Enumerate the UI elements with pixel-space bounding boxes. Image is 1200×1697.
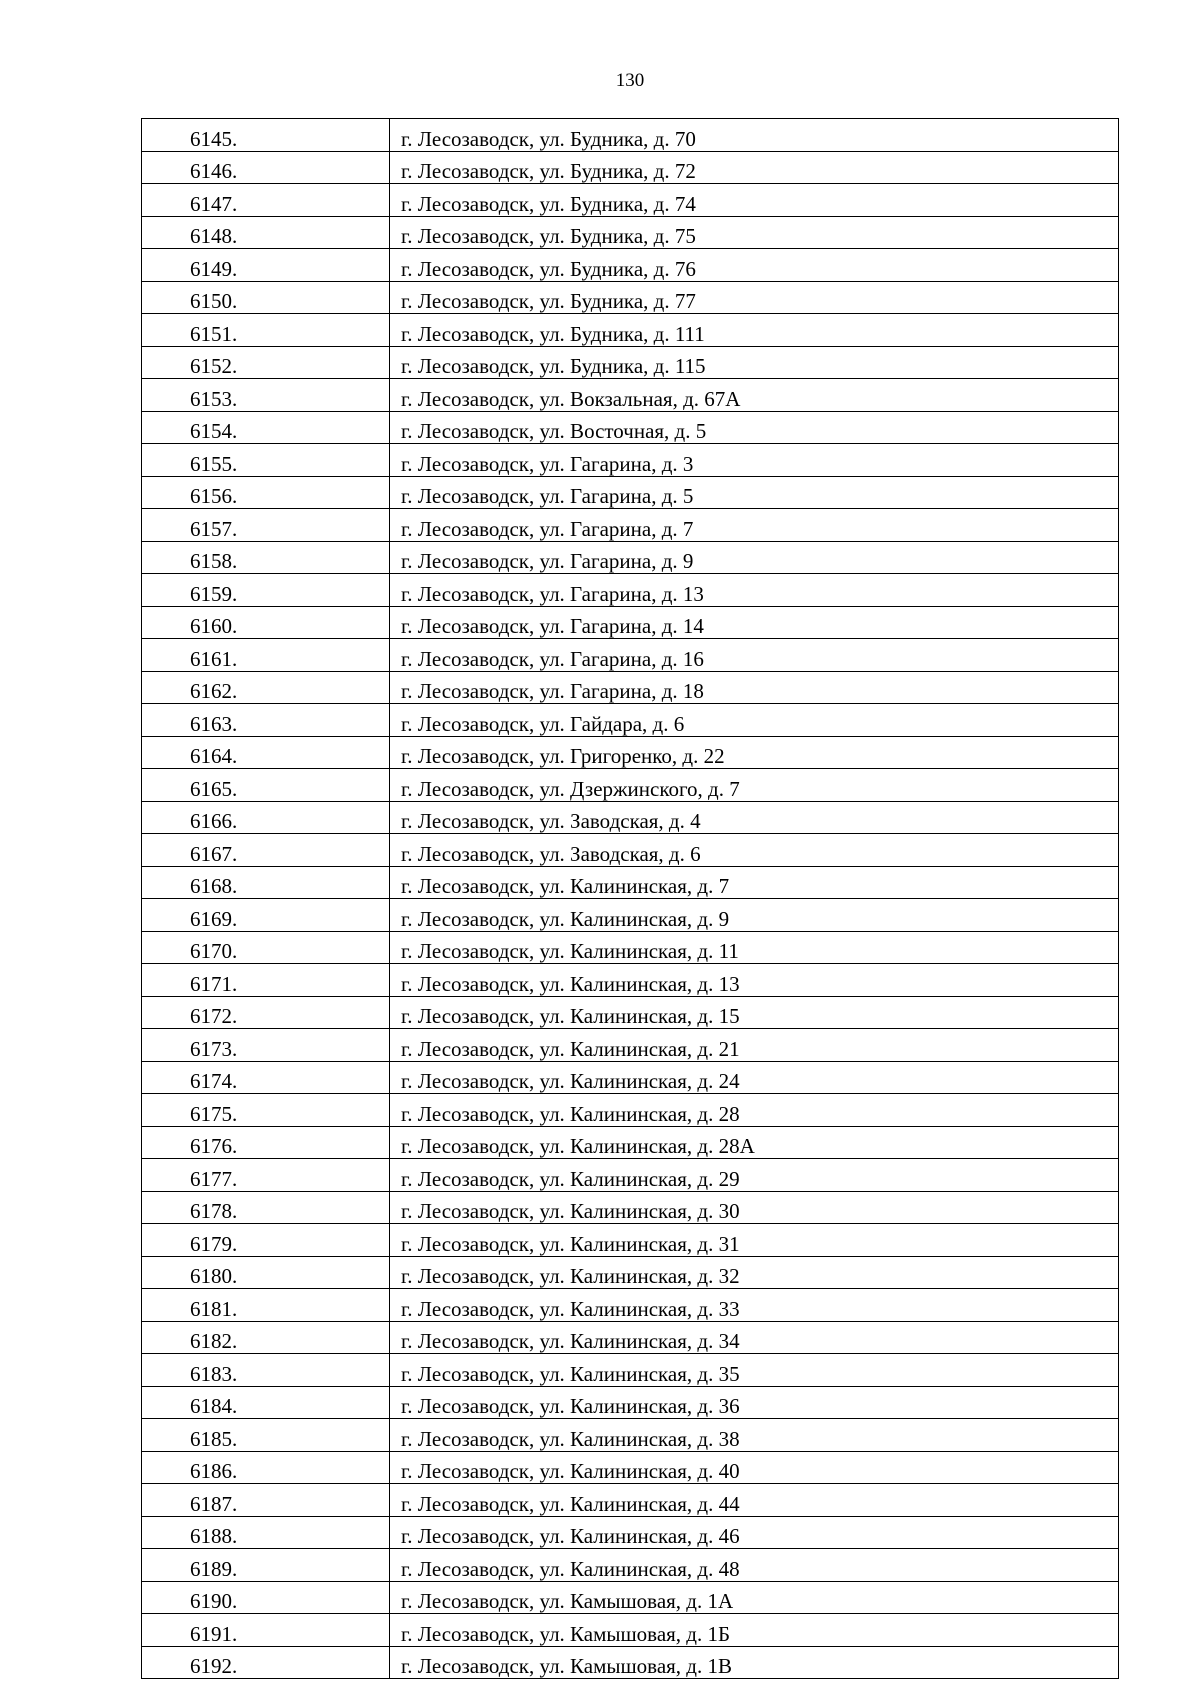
row-number: 6162. — [142, 671, 390, 704]
row-number: 6190. — [142, 1581, 390, 1614]
table-row — [142, 1224, 1119, 1257]
table-row — [142, 574, 1119, 607]
table-row — [142, 1451, 1119, 1484]
row-address: г. Лесозаводск, ул. Камышовая, д. 1Б — [390, 1614, 1119, 1647]
row-number: 6185. — [142, 1419, 390, 1452]
row-address: г. Лесозаводск, ул. Калининская, д. 13 — [390, 964, 1119, 997]
row-address: г. Лесозаводск, ул. Восточная, д. 5 — [390, 411, 1119, 444]
row-number: 6167. — [142, 834, 390, 867]
row-address: г. Лесозаводск, ул. Калининская, д. 38 — [390, 1419, 1119, 1452]
row-address: г. Лесозаводск, ул. Калининская, д. 35 — [390, 1354, 1119, 1387]
row-number: 6145. — [142, 119, 390, 152]
row-number: 6182. — [142, 1321, 390, 1354]
table-row — [142, 1029, 1119, 1062]
table-row — [142, 834, 1119, 867]
address-table-body — [142, 119, 1119, 1679]
row-number: 6156. — [142, 476, 390, 509]
table-row — [142, 1191, 1119, 1224]
row-number: 6160. — [142, 606, 390, 639]
row-number: 6166. — [142, 801, 390, 834]
row-address: г. Лесозаводск, ул. Будника, д. 111 — [390, 314, 1119, 347]
row-address: г. Лесозаводск, ул. Калининская, д. 29 — [390, 1159, 1119, 1192]
row-address: г. Лесозаводск, ул. Гагарина, д. 9 — [390, 541, 1119, 574]
table-row — [142, 931, 1119, 964]
table-row — [142, 119, 1119, 152]
row-number: 6164. — [142, 736, 390, 769]
row-number: 6158. — [142, 541, 390, 574]
row-number: 6175. — [142, 1094, 390, 1127]
table-row — [142, 671, 1119, 704]
row-number: 6177. — [142, 1159, 390, 1192]
row-number: 6173. — [142, 1029, 390, 1062]
row-address: г. Лесозаводск, ул. Дзержинского, д. 7 — [390, 769, 1119, 802]
row-address: г. Лесозаводск, ул. Гайдара, д. 6 — [390, 704, 1119, 737]
table-row — [142, 151, 1119, 184]
table-row — [142, 639, 1119, 672]
row-number: 6187. — [142, 1484, 390, 1517]
row-number: 6153. — [142, 379, 390, 412]
row-address: г. Лесозаводск, ул. Калининская, д. 24 — [390, 1061, 1119, 1094]
row-number: 6192. — [142, 1646, 390, 1679]
table-row — [142, 314, 1119, 347]
table-row — [142, 541, 1119, 574]
row-address: г. Лесозаводск, ул. Калининская, д. 44 — [390, 1484, 1119, 1517]
row-address: г. Лесозаводск, ул. Будника, д. 70 — [390, 119, 1119, 152]
table-row — [142, 736, 1119, 769]
row-number: 6147. — [142, 184, 390, 217]
row-address: г. Лесозаводск, ул. Калининская, д. 15 — [390, 996, 1119, 1029]
row-number: 6155. — [142, 444, 390, 477]
table-row — [142, 1516, 1119, 1549]
table-row — [142, 606, 1119, 639]
row-address: г. Лесозаводск, ул. Гагарина, д. 7 — [390, 509, 1119, 542]
table-row — [142, 216, 1119, 249]
table-row — [142, 1094, 1119, 1127]
row-number: 6169. — [142, 899, 390, 932]
page-number: 130 — [615, 70, 645, 91]
table-row — [142, 1256, 1119, 1289]
row-address: г. Лесозаводск, ул. Калининская, д. 33 — [390, 1289, 1119, 1322]
row-number: 6183. — [142, 1354, 390, 1387]
row-address: г. Лесозаводск, ул. Будника, д. 115 — [390, 346, 1119, 379]
row-number: 6186. — [142, 1451, 390, 1484]
row-address: г. Лесозаводск, ул. Калининская, д. 32 — [390, 1256, 1119, 1289]
row-address: г. Лесозаводск, ул. Гагарина, д. 18 — [390, 671, 1119, 704]
row-address: г. Лесозаводск, ул. Гагарина, д. 3 — [390, 444, 1119, 477]
table-row — [142, 964, 1119, 997]
row-number: 6181. — [142, 1289, 390, 1322]
row-number: 6176. — [142, 1126, 390, 1159]
table-row — [142, 476, 1119, 509]
row-address: г. Лесозаводск, ул. Калининская, д. 36 — [390, 1386, 1119, 1419]
table-row — [142, 1614, 1119, 1647]
table-row — [142, 899, 1119, 932]
row-address: г. Лесозаводск, ул. Гагарина, д. 16 — [390, 639, 1119, 672]
row-number: 6172. — [142, 996, 390, 1029]
table-row — [142, 1419, 1119, 1452]
row-address: г. Лесозаводск, ул. Калининская, д. 28 — [390, 1094, 1119, 1127]
row-address: г. Лесозаводск, ул. Будника, д. 74 — [390, 184, 1119, 217]
row-number: 6146. — [142, 151, 390, 184]
row-number: 6151. — [142, 314, 390, 347]
table-row — [142, 444, 1119, 477]
row-address: г. Лесозаводск, ул. Вокзальная, д. 67А — [390, 379, 1119, 412]
row-number: 6163. — [142, 704, 390, 737]
row-address: г. Лесозаводск, ул. Камышовая, д. 1В — [390, 1646, 1119, 1679]
row-number: 6180. — [142, 1256, 390, 1289]
table-row — [142, 1646, 1119, 1679]
table-row — [142, 1581, 1119, 1614]
row-number: 6149. — [142, 249, 390, 282]
row-address: г. Лесозаводск, ул. Будника, д. 72 — [390, 151, 1119, 184]
row-number: 6184. — [142, 1386, 390, 1419]
row-address: г. Лесозаводск, ул. Калининская, д. 40 — [390, 1451, 1119, 1484]
row-address: г. Лесозаводск, ул. Калининская, д. 28А — [390, 1126, 1119, 1159]
row-address: г. Лесозаводск, ул. Калининская, д. 7 — [390, 866, 1119, 899]
table-row — [142, 769, 1119, 802]
table-row — [142, 1061, 1119, 1094]
table-row — [142, 379, 1119, 412]
row-number: 6157. — [142, 509, 390, 542]
table-row — [142, 184, 1119, 217]
row-address: г. Лесозаводск, ул. Калининская, д. 34 — [390, 1321, 1119, 1354]
row-number: 6179. — [142, 1224, 390, 1257]
row-address: г. Лесозаводск, ул. Калининская, д. 46 — [390, 1516, 1119, 1549]
row-number: 6178. — [142, 1191, 390, 1224]
row-address: г. Лесозаводск, ул. Гагарина, д. 13 — [390, 574, 1119, 607]
row-number: 6161. — [142, 639, 390, 672]
row-number: 6189. — [142, 1549, 390, 1582]
row-number: 6154. — [142, 411, 390, 444]
row-address: г. Лесозаводск, ул. Камышовая, д. 1А — [390, 1581, 1119, 1614]
table-row — [142, 1159, 1119, 1192]
row-address: г. Лесозаводск, ул. Заводская, д. 4 — [390, 801, 1119, 834]
row-address: г. Лесозаводск, ул. Калининская, д. 9 — [390, 899, 1119, 932]
table-row — [142, 996, 1119, 1029]
table-row — [142, 866, 1119, 899]
table-row — [142, 346, 1119, 379]
table-row — [142, 801, 1119, 834]
row-number: 6152. — [142, 346, 390, 379]
row-number: 6171. — [142, 964, 390, 997]
row-address: г. Лесозаводск, ул. Калининская, д. 21 — [390, 1029, 1119, 1062]
table-row — [142, 1321, 1119, 1354]
row-address: г. Лесозаводск, ул. Калининская, д. 48 — [390, 1549, 1119, 1582]
row-number: 6165. — [142, 769, 390, 802]
row-number: 6148. — [142, 216, 390, 249]
table-row — [142, 509, 1119, 542]
row-address: г. Лесозаводск, ул. Калининская, д. 11 — [390, 931, 1119, 964]
row-number: 6159. — [142, 574, 390, 607]
table-row — [142, 1289, 1119, 1322]
row-address: г. Лесозаводск, ул. Калининская, д. 30 — [390, 1191, 1119, 1224]
row-address: г. Лесозаводск, ул. Гагарина, д. 14 — [390, 606, 1119, 639]
table-row — [142, 1549, 1119, 1582]
table-row — [142, 704, 1119, 737]
row-address: г. Лесозаводск, ул. Григоренко, д. 22 — [390, 736, 1119, 769]
table-row — [142, 1484, 1119, 1517]
row-address: г. Лесозаводск, ул. Заводская, д. 6 — [390, 834, 1119, 867]
table-row — [142, 1354, 1119, 1387]
address-table — [141, 118, 1119, 1679]
row-address: г. Лесозаводск, ул. Калининская, д. 31 — [390, 1224, 1119, 1257]
table-row — [142, 249, 1119, 282]
row-address: г. Лесозаводск, ул. Будника, д. 77 — [390, 281, 1119, 314]
table-row — [142, 1386, 1119, 1419]
row-address: г. Лесозаводск, ул. Гагарина, д. 5 — [390, 476, 1119, 509]
row-number: 6170. — [142, 931, 390, 964]
table-row — [142, 281, 1119, 314]
row-address: г. Лесозаводск, ул. Будника, д. 76 — [390, 249, 1119, 282]
row-address: г. Лесозаводск, ул. Будника, д. 75 — [390, 216, 1119, 249]
row-number: 6188. — [142, 1516, 390, 1549]
row-number: 6174. — [142, 1061, 390, 1094]
row-number: 6168. — [142, 866, 390, 899]
row-number: 6150. — [142, 281, 390, 314]
table-row — [142, 411, 1119, 444]
table-row — [142, 1126, 1119, 1159]
row-number: 6191. — [142, 1614, 390, 1647]
